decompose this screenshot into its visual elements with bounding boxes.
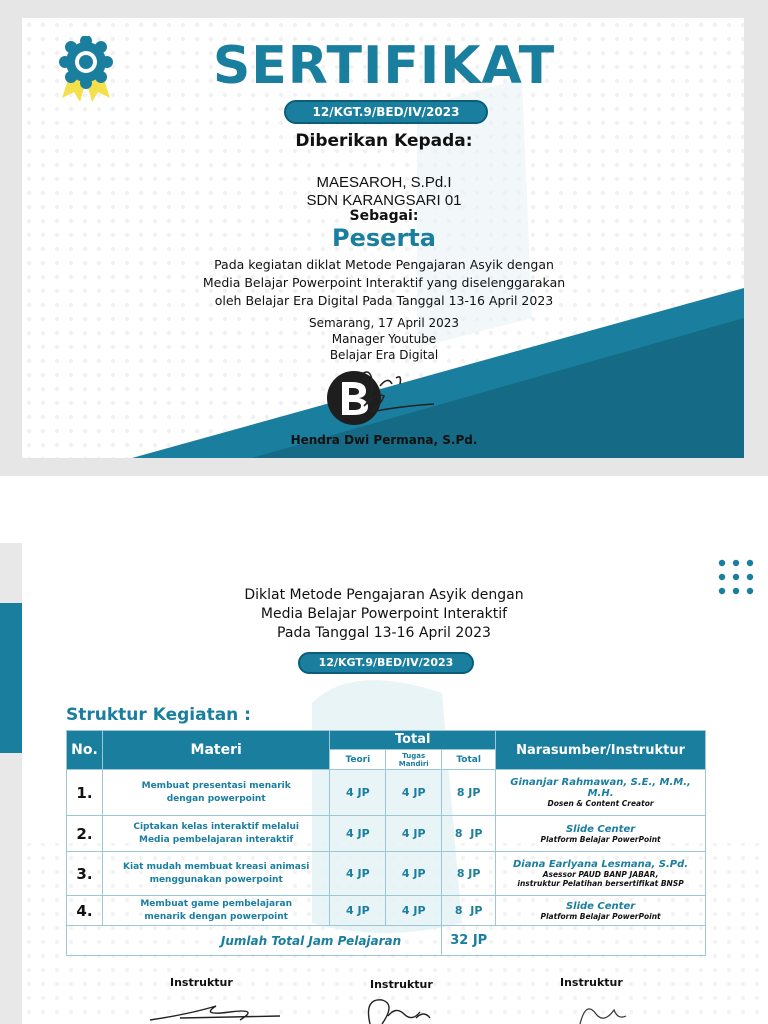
narasumber-name: Diana Earlyana Lesmana, S.Pd. xyxy=(513,859,689,870)
instructor-label-2: Instruktur xyxy=(370,978,433,991)
table-row xyxy=(67,816,706,852)
total-row xyxy=(67,926,706,956)
header-materi: Materi xyxy=(102,731,329,770)
agenda-title-line-3: Pada Tanggal 13-16 April 2023 xyxy=(277,625,491,641)
row-total: 8 JP xyxy=(442,896,496,926)
materi-line: Media pembelajaran interaktif xyxy=(139,834,294,845)
header-total-group: Total xyxy=(330,731,496,750)
narasumber-name: Slide Center xyxy=(565,900,636,912)
narasumber-desc: Platform Belajar PowerPoint xyxy=(540,834,661,844)
total-label: Jumlah Total Jam Pelajaran xyxy=(67,926,442,956)
total-value: 32 JP xyxy=(442,926,706,956)
materi-line: menarik dengan powerpoint xyxy=(144,911,288,922)
row-total: 8 JP xyxy=(442,816,496,852)
row-materi xyxy=(102,852,329,896)
row-teori: 4 JP xyxy=(330,816,386,852)
signer-org: Belajar Era Digital xyxy=(329,348,439,362)
materi-line: Membuat presentasi menarik xyxy=(141,780,291,791)
header-no: No. xyxy=(67,731,103,770)
row-teori: 4 JP xyxy=(330,852,386,896)
narasumber-desc: Platform Belajar PowerPoint xyxy=(540,911,661,921)
header-narasumber: Narasumber/Instruktur xyxy=(496,731,706,770)
agenda-code-badge: 12/KGT.9/BED/IV/2023 xyxy=(298,652,474,674)
materi-line: Membuat game pembelajaran xyxy=(140,898,292,909)
row-tugas: 4 JP xyxy=(386,896,442,926)
row-narasumber xyxy=(496,770,706,816)
row-number: 4. xyxy=(67,896,103,926)
materi-line: menggunakan powerpoint xyxy=(149,874,283,885)
place-date: Semarang, 17 April 2023 xyxy=(308,316,460,330)
narasumber-desc: Asessor PAUD BANP JABAR, xyxy=(542,870,659,879)
narasumber-desc: instruktur Pelatihan bersertifikat BNSP xyxy=(517,879,684,888)
row-teori: 4 JP xyxy=(330,770,386,816)
row-tugas: 4 JP xyxy=(386,770,442,816)
row-materi xyxy=(102,770,329,816)
given-to-label: Diberikan Kepada: xyxy=(295,131,473,151)
materi-line: Kiat mudah membuat kreasi animasi xyxy=(123,861,310,872)
narasumber-name: Ginanjar Rahmawan, S.E., M.M., M.H. xyxy=(510,777,691,799)
recipient-school: SDN KARANGSARI 01 xyxy=(306,192,462,209)
description-line-3: oleh Belajar Era Digital Pada Tanggal 13-16 April 2023 xyxy=(214,293,554,308)
instructor-label-1: Instruktur xyxy=(170,976,233,989)
row-teori: 4 JP xyxy=(330,896,386,926)
row-narasumber xyxy=(496,896,706,926)
materi-line: dengan powerpoint xyxy=(166,793,266,804)
description-line-2: Media Belajar Powerpoint Interaktif yang diselenggarakan xyxy=(202,275,566,290)
row-tugas: 4 JP xyxy=(386,852,442,896)
as-label: Sebagai: xyxy=(349,208,419,224)
row-narasumber xyxy=(496,816,706,852)
table-row xyxy=(67,896,706,926)
row-narasumber xyxy=(496,852,706,896)
row-number: 2. xyxy=(67,816,103,852)
row-materi xyxy=(102,816,329,852)
table-row xyxy=(67,852,706,896)
agenda-title-line-1: Diklat Metode Pengajaran Asyik dengan xyxy=(244,587,524,603)
recipient-role: Peserta xyxy=(332,224,436,252)
recipient-name: MAESAROH, S.Pd.I xyxy=(316,174,452,191)
header-teori: Teori xyxy=(330,750,386,770)
certificate-title: SERTIFIKAT xyxy=(212,36,556,96)
row-total: 8 JP xyxy=(442,770,496,816)
instructor-label-3: Instruktur xyxy=(560,976,623,989)
header-total: Total xyxy=(442,750,496,770)
activity-table xyxy=(66,730,706,956)
award-badge-icon xyxy=(56,36,116,104)
row-tugas: 4 JP xyxy=(386,816,442,852)
row-materi xyxy=(102,896,329,926)
certificate-page xyxy=(0,0,768,476)
signer-name: Hendra Dwi Permana, S.Pd. xyxy=(290,433,478,447)
certificate-code-badge: 12/KGT.9/BED/IV/2023 xyxy=(284,100,488,124)
table-row xyxy=(67,770,706,816)
materi-line: Ciptakan kelas interaktif melalui xyxy=(133,821,299,832)
agenda-title-line-2: Media Belajar Powerpoint Interaktif xyxy=(260,606,508,622)
row-number: 3. xyxy=(67,852,103,896)
signer-title: Manager Youtube xyxy=(331,332,437,346)
row-number: 1. xyxy=(67,770,103,816)
narasumber-name: Slide Center xyxy=(565,823,636,835)
instructor-signatures xyxy=(120,994,640,1024)
narasumber-desc: Dosen & Content Creator xyxy=(547,799,654,808)
row-total: 8 JP xyxy=(442,852,496,896)
section-title: Struktur Kegiatan : xyxy=(66,705,251,725)
stamp-signature xyxy=(322,366,442,430)
description-line-1: Pada kegiatan diklat Metode Pengajaran Asyik dengan xyxy=(214,257,554,272)
header-tugas: Tugas Mandiri xyxy=(386,750,442,770)
